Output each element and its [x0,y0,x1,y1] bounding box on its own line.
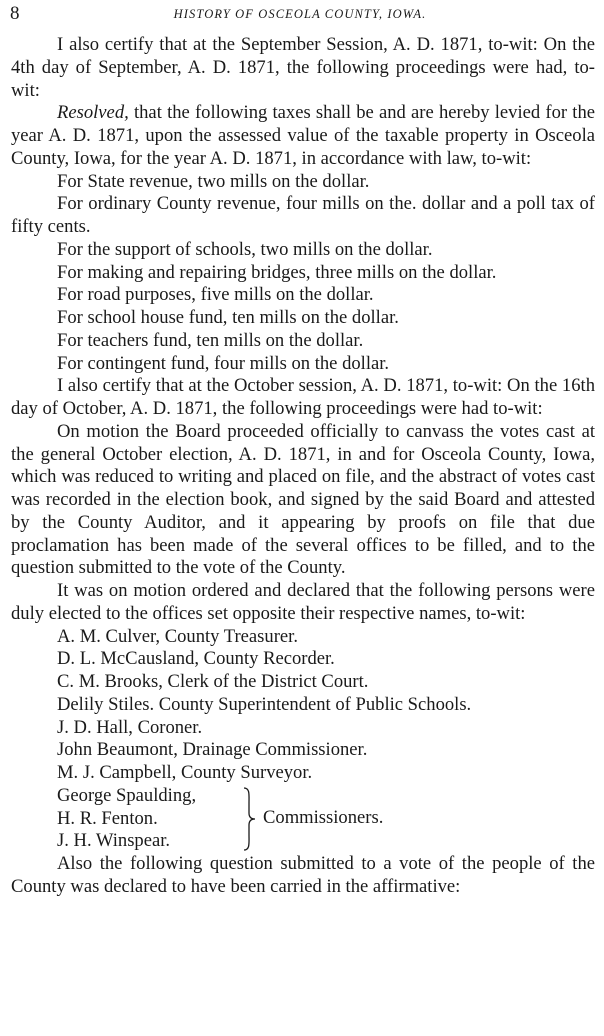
election-declaration-paragraph: It was on motion ordered and declared that the following persons were duly elected to the offices set opposite their respective names, to-wit: [11,580,595,624]
september-session-paragraph: I also certify that at the September Session, A. D. 1871, to-wit: On the 4th day of September, A. D. 1871, the following proceedings were had, to-wit: [11,34,595,101]
elected-officers-list [11,626,595,785]
running-head: HISTORY OF OSCEOLA COUNTY, IOWA. [173,7,427,21]
levy-item: For school house fund, ten mills on the dollar. [57,307,399,328]
resolution-paragraph [11,102,595,170]
october-session-paragraph: I also certify that at the October session, A. D. 1871, to-wit: On the 16th day of October, A. D. 1871, the following proceedings were had to-wit: [11,375,595,419]
levy-item: For contingent fund, four mills on the dollar. [57,352,390,374]
levy-item: For State revenue, two mills on the dollar. [57,170,370,192]
officer-entry: Delily Stiles. County Superintendent of Public Schools. [57,693,472,715]
page-number: 8 [10,3,20,24]
canvass-paragraph: On motion the Board proceeded officially to canvass the votes cast at the general October election, A. D. 1871, in and for Osceola County, Iowa, which was reduced to writing and placed on file, and the abstract of votes cast was recorded in the election book, and signed by the said Board and attested by the County Auditor, and it appearing by proofs on file that due proclamation has been made of the several offices to be filled, and to the question submitted to the vote of the County. [11,420,595,579]
officer-entry: D. L. McCausland, County Recorder. [57,648,335,670]
levy-item: For ordinary County revenue, four mills on the. dollar and a poll tax of fifty cents. [11,193,595,237]
right-brace-icon [242,787,256,851]
page-header [10,2,590,26]
closing-paragraph: Also the following question submitted to a vote of the people of the County was declared to have been carried in the affirmative: [11,853,595,897]
tax-levy-list [11,171,595,376]
resolved-term: Resolved, [57,102,129,124]
commissioner-name: George Spaulding, [57,784,197,806]
officer-entry: C. M. Brooks, Clerk of the District Court. [57,671,369,692]
commissioner-names [57,785,196,853]
commissioners-group [11,785,595,853]
officer-entry: J. D. Hall, Coroner. [57,716,203,738]
commissioner-name: J. H. Winspear. [57,830,171,852]
levy-item: For the support of schools, two mills on the dollar. [57,238,433,260]
officer-entry: M. J. Campbell, County Surveyor. [57,762,313,783]
commissioners-label: Commissioners. [263,806,384,828]
resolution-text: that the following taxes shall be and are hereby levied for the year A. D. 1871, upon the assessed value of the taxable property in Osceola County, Iowa, for the year A. D. 1871, in accordance with law, to-wit: [11,102,595,169]
page-body [11,34,595,899]
commissioner-name: H. R. Fenton. [57,807,158,829]
levy-item: For making and repairing bridges, three mills on the dollar. [57,261,497,283]
officer-entry: A. M. Culver, County Treasurer. [57,625,298,647]
officer-entry: John Beaumont, Drainage Commissioner. [57,739,368,761]
levy-item: For teachers fund, ten mills on the dollar. [57,329,364,351]
levy-item: For road purposes, five mills on the dollar. [57,284,374,306]
